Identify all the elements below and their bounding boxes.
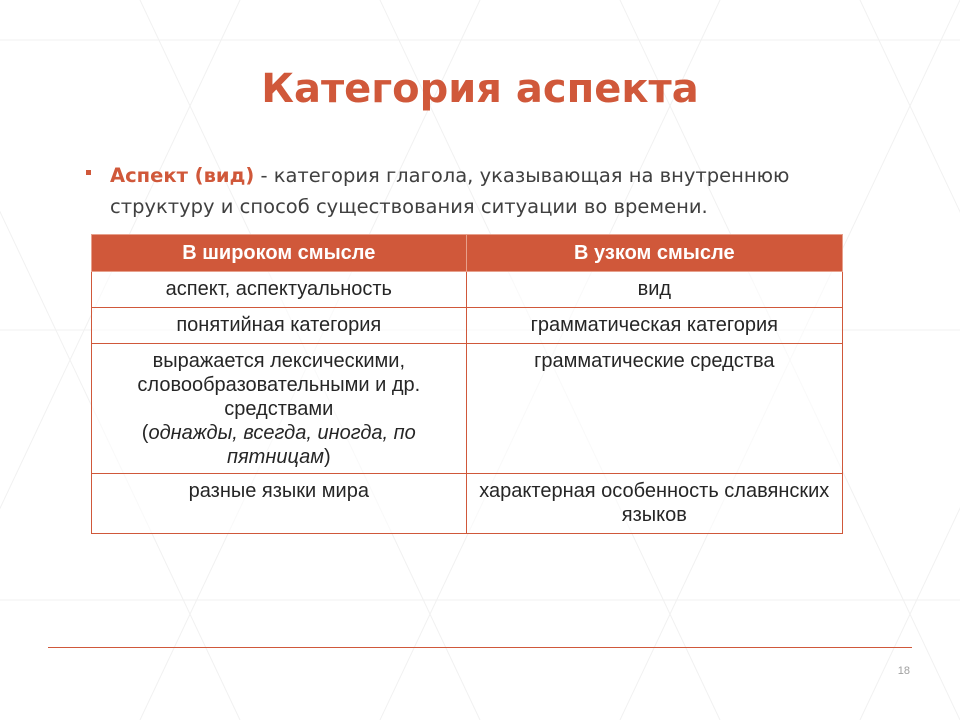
table-cell: характерная особенность славянских языков <box>466 474 842 534</box>
definition-text <box>110 160 866 222</box>
table-cell: аспект, аспектуальность <box>92 272 467 308</box>
table-cell: вид <box>466 272 842 308</box>
examples-text: однажды, всегда, иногда, по пятницам <box>148 422 416 468</box>
lexical-means-cell <box>92 344 467 474</box>
table-cell: понятийная категория <box>92 308 467 344</box>
slide-title: Категория аспекта <box>261 66 699 112</box>
bullet-square-icon <box>86 170 91 175</box>
examples-close-paren: ) <box>323 446 331 468</box>
page-number: 18 <box>897 665 910 677</box>
lexical-means-text: выражается лексическими, словообразовательными и др. средствами <box>137 350 421 420</box>
table-header-row <box>92 235 843 272</box>
header-broad-sense: В широком смысле <box>92 235 467 272</box>
table-cell: грамматическая категория <box>466 308 842 344</box>
table-row <box>92 344 843 474</box>
header-narrow-sense: В узком смысле <box>466 235 842 272</box>
definition-body: - категория глагола, указывающая на внутреннюю структуру и способ существования ситуации во времени. <box>110 164 790 218</box>
table-row <box>92 272 843 308</box>
examples-open-paren: ( <box>141 422 149 444</box>
table-row <box>92 308 843 344</box>
footer-divider <box>48 647 912 648</box>
comparison-table <box>91 234 843 534</box>
definition-term: Аспект (вид) <box>110 164 255 187</box>
table-cell: разные языки мира <box>92 474 467 534</box>
table-row <box>92 474 843 534</box>
definition-bullet <box>86 160 866 222</box>
table-cell: грамматические средства <box>466 344 842 474</box>
